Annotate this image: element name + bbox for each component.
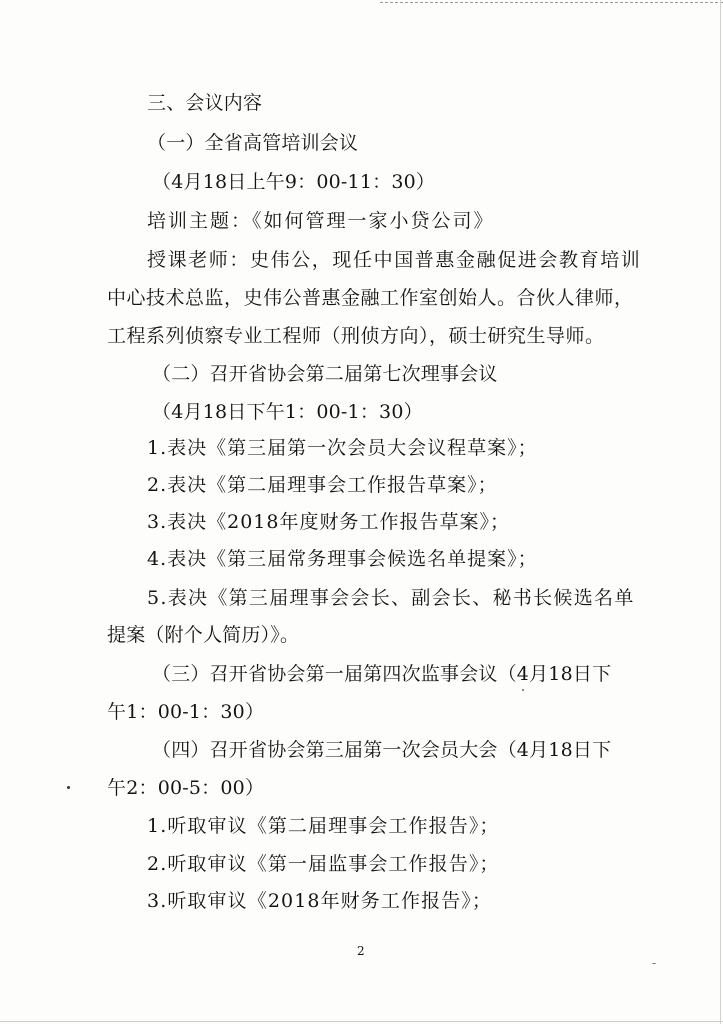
list-item: 1.听取审议《第二届理事会工作报告》； <box>147 815 500 837</box>
list-item: 1.表决《第三届第一次会员大会议程草案》； <box>147 437 538 459</box>
lecturer-line-3: 工程系列侦察专业工程师（刑侦方向），硕士研究生导师。 <box>107 325 605 347</box>
page-number: 2 <box>357 944 365 958</box>
scan-speck <box>67 786 70 789</box>
scan-edge-right <box>720 0 721 1024</box>
lecturer-line-2: 中心技术总监，史伟公普惠金融工作室创始人。合伙人律师， <box>107 287 634 309</box>
list-item: 3.表决《2018年度财务工作报告草案》； <box>147 511 510 533</box>
subsection-heading-4: （四）召开省协会第三届第一次会员大会（4月18日下 <box>152 739 612 761</box>
list-item: 2.听取审议《第一届监事会工作报告》； <box>147 853 500 875</box>
subsection-heading-2: （二）召开省协会第二届第七次理事会议 <box>152 363 498 385</box>
scan-speck <box>652 963 656 964</box>
subsection-heading-3-continuation: 午1：00-1：30） <box>107 701 265 723</box>
time-line-2: （4月18日下午1：00-1：30） <box>152 401 423 423</box>
subsection-heading-3: （三）召开省协会第一届第四次监事会议（4月18日下 <box>152 663 612 685</box>
time-line-1: （4月18日上午9：00-11：30） <box>152 171 436 193</box>
list-item-continuation: 提案（附个人简历）》。 <box>107 624 300 646</box>
list-item: 2.表决《第二届理事会工作报告草案》； <box>147 474 498 496</box>
list-item: 3.听取审议《2018年财务工作报告》； <box>147 890 492 912</box>
list-item: 4.表决《第三届常务理事会候选名单提案》； <box>147 548 538 570</box>
scan-edge-bottom <box>0 1021 723 1022</box>
subsection-heading-1: （一）全省高管培训会议 <box>147 132 359 154</box>
training-topic: 培训主题：《如何管理一家小贷公司》 <box>147 210 495 232</box>
scan-edge-top <box>380 2 723 4</box>
lecturer-line-1: 授课老师：史伟公，现任中国普惠金融促进会教育培训 <box>147 249 642 271</box>
subsection-heading-4-continuation: 午2：00-5：00） <box>107 777 265 799</box>
scan-speck <box>522 689 524 691</box>
section-heading: 三、会议内容 <box>147 92 263 114</box>
list-item: 5.表决《第三届理事会会长、副会长、秘书长候选名单 <box>147 587 635 609</box>
